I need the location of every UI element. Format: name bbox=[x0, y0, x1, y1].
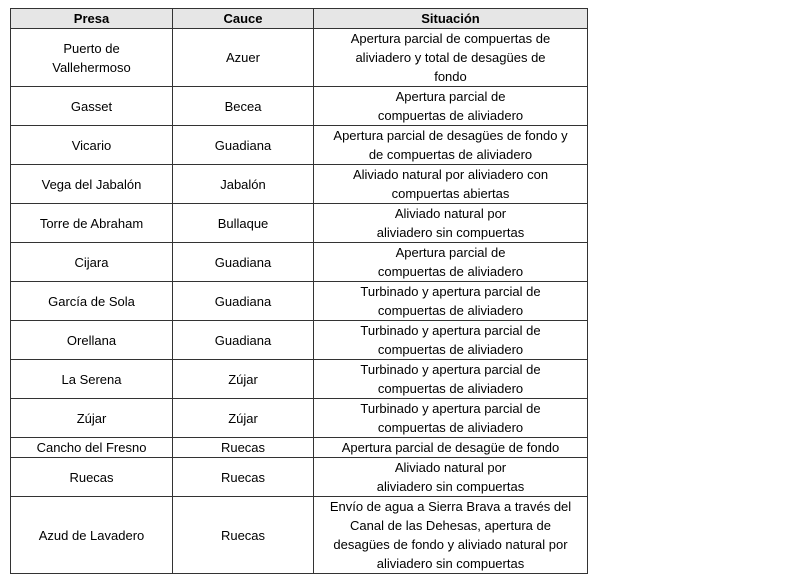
cell-presa: García de Sola bbox=[11, 282, 173, 321]
table-row bbox=[11, 165, 588, 204]
cell-presa: Vega del Jabalón bbox=[11, 165, 173, 204]
dam-status-table bbox=[10, 8, 588, 574]
cell-situacion: Aliviado natural por aliviadero sin compuertas bbox=[314, 458, 588, 497]
cell-presa: Ruecas bbox=[11, 458, 173, 497]
table-header-row bbox=[11, 9, 588, 29]
header-cauce: Cauce bbox=[173, 9, 314, 29]
table-row bbox=[11, 243, 588, 282]
cell-cauce: Zújar bbox=[173, 360, 314, 399]
cell-cauce: Becea bbox=[173, 87, 314, 126]
cell-situacion: Turbinado y apertura parcial de compuertas de aliviadero bbox=[314, 399, 588, 438]
cell-cauce: Jabalón bbox=[173, 165, 314, 204]
table-row bbox=[11, 438, 588, 458]
table-row bbox=[11, 126, 588, 165]
header-situacion: Situación bbox=[314, 9, 588, 29]
table-row bbox=[11, 29, 588, 87]
header-presa: Presa bbox=[11, 9, 173, 29]
cell-presa: Gasset bbox=[11, 87, 173, 126]
cell-situacion: Apertura parcial de compuertas de aliviadero bbox=[314, 87, 588, 126]
table-row bbox=[11, 321, 588, 360]
cell-situacion: Turbinado y apertura parcial de compuertas de aliviadero bbox=[314, 360, 588, 399]
cell-cauce: Zújar bbox=[173, 399, 314, 438]
table-row bbox=[11, 497, 588, 574]
cell-cauce: Ruecas bbox=[173, 438, 314, 458]
cell-presa: Torre de Abraham bbox=[11, 204, 173, 243]
cell-situacion: Apertura parcial de desagües de fondo y de compuertas de aliviadero bbox=[314, 126, 588, 165]
cell-cauce: Guadiana bbox=[173, 243, 314, 282]
cell-situacion: Aliviado natural por aliviadero sin compuertas bbox=[314, 204, 588, 243]
cell-cauce: Azuer bbox=[173, 29, 314, 87]
cell-presa: Cancho del Fresno bbox=[11, 438, 173, 458]
table-row bbox=[11, 204, 588, 243]
cell-presa: Puerto de Vallehermoso bbox=[11, 29, 173, 87]
table-row bbox=[11, 399, 588, 438]
cell-cauce: Guadiana bbox=[173, 321, 314, 360]
table-row bbox=[11, 360, 588, 399]
cell-situacion: Aliviado natural por aliviadero con compuertas abiertas bbox=[314, 165, 588, 204]
cell-situacion: Apertura parcial de desagüe de fondo bbox=[314, 438, 588, 458]
cell-situacion: Apertura parcial de compuertas de aliviadero bbox=[314, 243, 588, 282]
cell-cauce: Ruecas bbox=[173, 458, 314, 497]
cell-presa: Azud de Lavadero bbox=[11, 497, 173, 574]
cell-situacion: Turbinado y apertura parcial de compuertas de aliviadero bbox=[314, 321, 588, 360]
cell-cauce: Guadiana bbox=[173, 282, 314, 321]
table-row bbox=[11, 282, 588, 321]
cell-situacion: Turbinado y apertura parcial de compuertas de aliviadero bbox=[314, 282, 588, 321]
cell-presa: Orellana bbox=[11, 321, 173, 360]
table-row bbox=[11, 458, 588, 497]
cell-cauce: Bullaque bbox=[173, 204, 314, 243]
cell-situacion: Envío de agua a Sierra Brava a través del Canal de las Dehesas, apertura de desagües de fondo y aliviado natural por aliviadero sin compuertas bbox=[314, 497, 588, 574]
cell-cauce: Guadiana bbox=[173, 126, 314, 165]
cell-presa: Cijara bbox=[11, 243, 173, 282]
cell-presa: Vicario bbox=[11, 126, 173, 165]
cell-presa: La Serena bbox=[11, 360, 173, 399]
cell-presa: Zújar bbox=[11, 399, 173, 438]
dam-status-table-container bbox=[10, 8, 588, 574]
table-row bbox=[11, 87, 588, 126]
cell-cauce: Ruecas bbox=[173, 497, 314, 574]
cell-situacion: Apertura parcial de compuertas de aliviadero y total de desagües de fondo bbox=[314, 29, 588, 87]
